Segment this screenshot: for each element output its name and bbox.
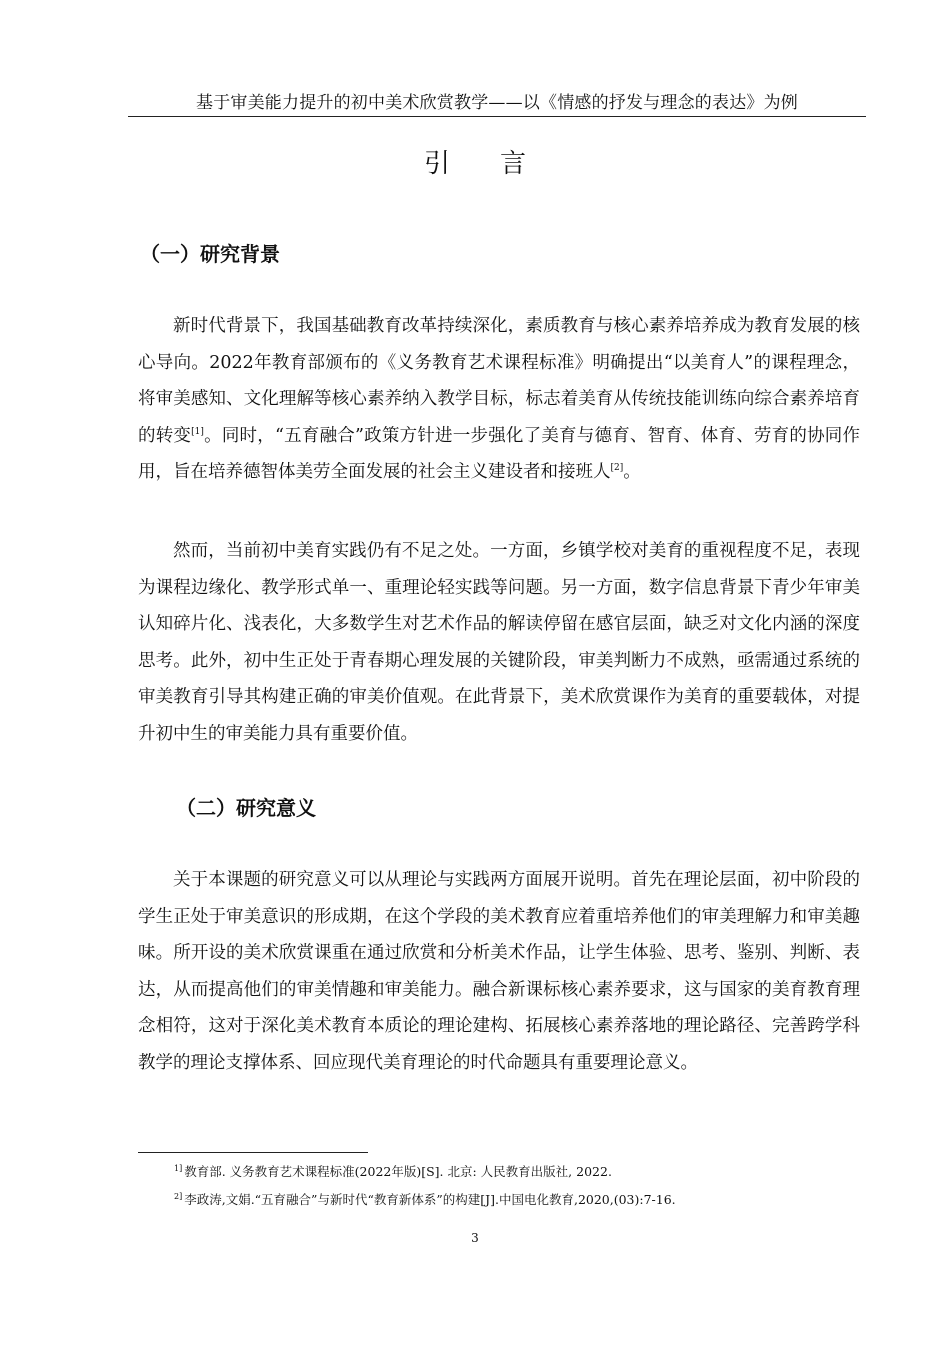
footnote-text: 教育部. 义务教育艺术课程标准(2022年版)[S]. 北京: 人民教育出版社, 2022. [184,1164,612,1179]
paragraph-text: 。 [623,462,641,483]
paragraph-background-1 [138,308,860,491]
footnote-1 [174,1163,612,1181]
footnote-mark: 1] [174,1164,183,1173]
footnote-mark: 2] [174,1192,183,1201]
running-header [128,92,866,117]
paragraph-text: 。同时，“五育融合”政策方针进一步强化了美育与德育、智育、体育、劳育的协同作用，旨在培养德智体美劳全面发展的社会主义建设者和接班人 [138,425,861,483]
footnote-text: 李政涛,文娟.“五育融合”与新时代“教育新体系”的构建[J].中国电化教育,2020,(03):7-16. [184,1192,676,1207]
section-heading-research-background: （一）研究背景 [140,242,280,266]
page-number: 3 [471,1231,479,1245]
running-header-title: 基于审美能力提升的初中美术欣赏教学——以《情感的抒发与理念的表达》为例 [196,93,798,113]
citation-ref-2[interactable]: [2] [610,463,624,474]
paragraph-text: 新时代背景下，我国基础教育改革持续深化，素质教育与核心素养培养成为教育发展的核心导向。2022年教育部颁布的《义务教育艺术课程标准》明确提出“以美育人”的课程理念，将审美感知、文化理解等核心素养纳入教学目标，标志着美育从传统技能训练向综合素养培育的转变 [138,316,860,446]
citation-ref-1[interactable]: [1] [191,426,204,437]
paragraph-significance-1: 关于本课题的研究意义可以从理论与实践两方面展开说明。首先在理论层面，初中阶段的学生正处于审美意识的形成期，在这个学段的美术教育应着重培养他们的审美理解力和审美趣味。所开设的美术欣赏课重在通过欣赏和分析美术作品，让学生体验、思考、鉴别、判断、表达，从而提高他们的审美情趣和审美能力。融合新课标核心素养要求，这与国家的美育教育理念相符，这对于深化美术教育本质论的理论建构、拓展核心素养落地的理论路径、完善跨学科教学的理论支撑体系、回应现代美育理论的时代命题具有重要理论意义。 [138,870,860,1073]
paragraph-background-2: 然而，当前初中美育实践仍有不足之处。一方面，乡镇学校对美育的重视程度不足，表现为课程边缘化、教学形式单一、重理论轻实践等问题。另一方面，数字信息背景下青少年审美认知碎片化、浅表化，大多数学生对艺术作品的解读停留在感官层面，缺乏对文化内涵的深度思考。此外，初中生正处于青春期心理发展的关键阶段，审美判断力不成熟，亟需通过系统的审美教育引导其构建正确的审美价值观。在此背景下，美术欣赏课作为美育的重要载体，对提升初中生的审美能力具有重要价值。 [138,541,860,744]
footnote-2 [174,1191,676,1209]
footnote-divider [138,1152,368,1153]
chapter-title: 引言 [423,149,576,179]
section-heading-research-significance: （二）研究意义 [176,796,316,820]
